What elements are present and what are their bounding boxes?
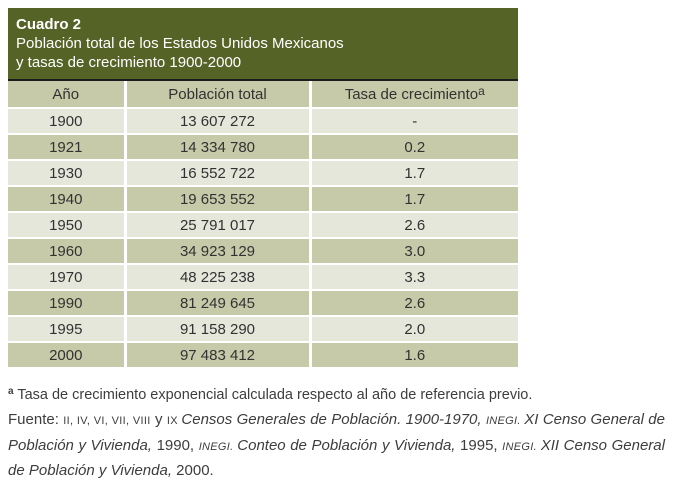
table-title-bar bbox=[8, 8, 518, 81]
table-row bbox=[8, 290, 518, 316]
population-cell: 34 923 129 bbox=[125, 238, 310, 264]
table-title-line-2: y tasas de crecimiento 1900-2000 bbox=[16, 54, 242, 71]
table-number: Cuadro 2 bbox=[16, 16, 82, 33]
population-table bbox=[8, 81, 518, 369]
census-roman-numerals: II, IV, VI, VII, VIII bbox=[63, 415, 151, 427]
census-title-2: XI Censo General de Población y Vivienda, bbox=[8, 411, 665, 454]
table-row bbox=[8, 212, 518, 238]
population-cell: 48 225 238 bbox=[125, 264, 310, 290]
inegi-abbrev-3: INEGI. bbox=[502, 440, 541, 453]
table-row bbox=[8, 108, 518, 134]
rate-cell: 1.7 bbox=[310, 160, 518, 186]
year-cell: 2000 bbox=[8, 342, 125, 368]
column-header-population: Población total bbox=[125, 81, 310, 108]
rate-cell: 3.0 bbox=[310, 238, 518, 264]
footnote-marker: a bbox=[8, 386, 14, 397]
inegi-abbrev-2: INEGI. bbox=[198, 440, 238, 453]
table-title-line-1: Población total de los Estados Unidos Mexicanos bbox=[16, 35, 344, 52]
source-label: Fuente: bbox=[8, 411, 64, 428]
population-cell: 97 483 412 bbox=[125, 342, 310, 368]
rate-cell: 2.6 bbox=[310, 290, 518, 316]
table-row bbox=[8, 342, 518, 368]
rate-cell: 2.0 bbox=[310, 316, 518, 342]
year-cell: 1921 bbox=[8, 134, 125, 160]
population-cell: 16 552 722 bbox=[125, 160, 310, 186]
year-cell: 1900 bbox=[8, 108, 125, 134]
column-header-rate-label: Tasa de crecimiento bbox=[344, 85, 479, 103]
census-year-1990: 1990, bbox=[156, 436, 199, 454]
year-cell: 1990 bbox=[8, 290, 125, 316]
population-cell: 14 334 780 bbox=[125, 134, 310, 160]
rate-cell: 2.6 bbox=[310, 212, 518, 238]
table-row bbox=[8, 186, 518, 212]
footnote-a bbox=[8, 382, 665, 405]
census-year-2000: 2000. bbox=[176, 462, 214, 479]
year-cell: 1930 bbox=[8, 160, 125, 186]
population-cell: 81 249 645 bbox=[125, 290, 310, 316]
census-title-1: Censos Generales de Población. 1900-1970, bbox=[181, 411, 486, 428]
source-conjunction: y bbox=[150, 411, 167, 428]
table-row bbox=[8, 238, 518, 264]
rate-cell: - bbox=[310, 108, 518, 134]
inegi-abbrev-1: INEGI. bbox=[485, 415, 525, 427]
cuadro-2-card bbox=[8, 8, 518, 369]
notes-block bbox=[8, 382, 665, 484]
table-row bbox=[8, 316, 518, 342]
year-cell: 1970 bbox=[8, 264, 125, 290]
population-cell: 25 791 017 bbox=[125, 212, 310, 238]
year-cell: 1940 bbox=[8, 186, 125, 212]
census-title-3: Conteo de Población y Vivienda, bbox=[237, 436, 461, 454]
column-header-year: Año bbox=[8, 81, 125, 108]
year-cell: 1995 bbox=[8, 316, 125, 342]
table-row bbox=[8, 264, 518, 290]
rate-cell: 1.7 bbox=[310, 186, 518, 212]
footnote-text: Tasa de crecimiento exponencial calculada respecto al año de referencia previo. bbox=[13, 387, 533, 403]
population-cell: 91 158 290 bbox=[125, 316, 310, 342]
table-header-row bbox=[8, 81, 518, 108]
table-row bbox=[8, 160, 518, 186]
source-note bbox=[8, 408, 665, 484]
population-cell: 13 607 272 bbox=[125, 108, 310, 134]
population-cell: 19 653 552 bbox=[125, 186, 310, 212]
rate-cell: 0.2 bbox=[310, 134, 518, 160]
rate-cell: 3.3 bbox=[310, 264, 518, 290]
year-cell: 1950 bbox=[8, 212, 125, 238]
table-row bbox=[8, 134, 518, 160]
rate-cell: 1.6 bbox=[310, 342, 518, 368]
census-year-1995: 1995, bbox=[460, 436, 503, 454]
rate-footnote-marker: a bbox=[478, 83, 485, 98]
census-title-4: XII Censo General de Población y Vivienda, bbox=[8, 436, 665, 479]
column-header-rate bbox=[310, 81, 518, 108]
document-page bbox=[0, 8, 673, 479]
census-roman-numeral-ix: IX bbox=[166, 415, 182, 427]
year-cell: 1960 bbox=[8, 238, 125, 264]
